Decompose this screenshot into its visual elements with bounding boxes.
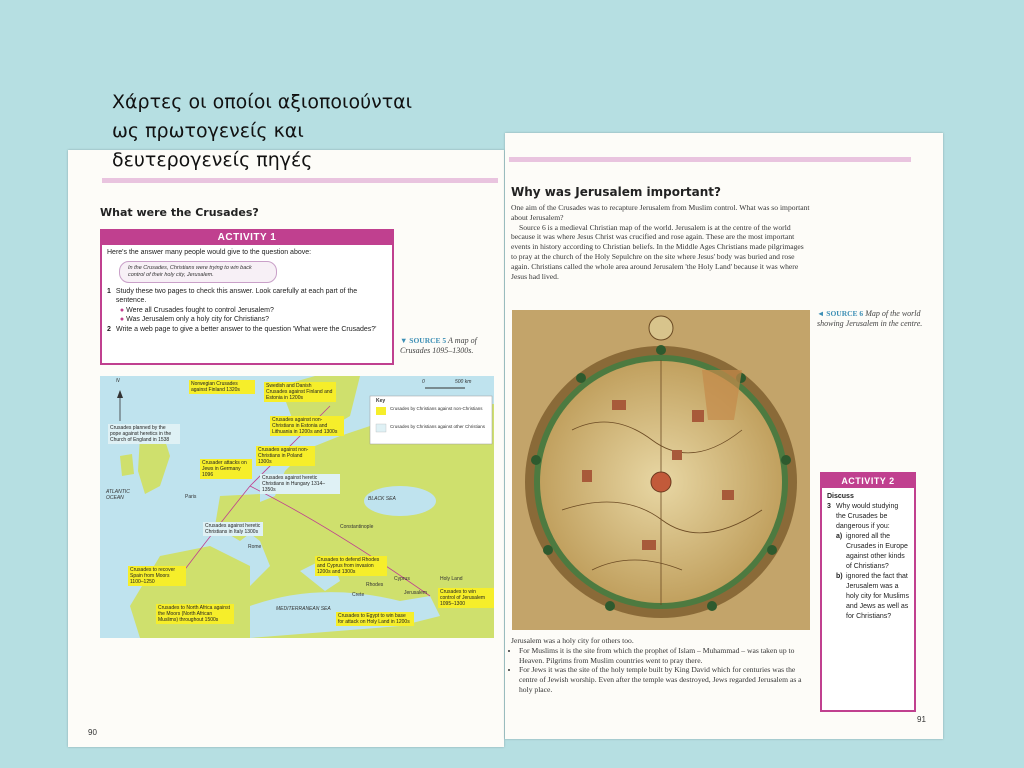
slide-title-line-3: δευτερογενείς πηγές (112, 149, 313, 171)
activity-1-quote: In the Crusades, Christians were trying to win back control of their holy city, Jerusalem. (119, 261, 277, 283)
step-text: Write a web page to give a better answer to the question 'What were the Crusades?' (116, 325, 377, 333)
paris-label: Paris (185, 494, 197, 500)
source-5-caption (400, 336, 482, 356)
textbook-page-right (505, 133, 943, 739)
activity-1-step-1: 1 Study these two pages to check this answer. Look carefully at each part of the sentence. ● Were all Crusades fought to control Jerusalem? ● Was Jerusalem only a holy city for Christians? (107, 287, 387, 325)
key-title: Key (376, 398, 386, 404)
key-item-1: Crusades by Christians against non-Christians (390, 406, 483, 411)
activity-2-title: ACTIVITY 2 (822, 474, 914, 488)
crusades-map (100, 376, 494, 638)
map-label-egypt: Crusades to Egypt to win base for attack on Holy Land in 1200s (336, 612, 414, 626)
map-label-estonia-lithuania: Crusades against non-Christians in Estonia and Lithuania in 1200s and 1300s (270, 416, 344, 436)
source-6-caption (817, 309, 927, 329)
map-label-jerusalem: Crusades to win control of Jerusalem 1095–1300 (438, 588, 494, 608)
source-5-text: A map of Crusades 1095–1300s. (400, 336, 477, 355)
rhodes-label: Rhodes (366, 582, 384, 588)
left-page-heading: What were the Crusades? (100, 206, 259, 219)
right-page-bottom-text (511, 636, 811, 695)
part-b-text: ignored the fact that Jerusalem was a holy city for Muslims and Jews as well as for Christians? (846, 573, 910, 620)
atlantic-ocean-label: ATLANTIC OCEAN (106, 489, 130, 501)
medieval-world-map (512, 310, 810, 630)
bottom-intro: Jerusalem was a holy city for others too. (511, 636, 634, 645)
map-label-rhodes-cyprus: Crusades to defend Rhodes and Cyprus from invasion 1200s and 1300s (315, 556, 387, 576)
step-bullet: Were all Crusades fought to control Jerusalem? (126, 306, 274, 314)
scale-zero: 0 (422, 379, 425, 385)
map-label-swedish-danish: Swedish and Danish Crusades against Finland and Estonia in 1200s (264, 382, 336, 402)
question-number: 3 (827, 503, 831, 510)
map-label-north-africa: Crusades to North Africa against the Moors (North African Muslims) throughout 1500s (156, 604, 234, 624)
map-label-england: Crusades planned by the pope against heretics in the Church of England in 1538 (108, 424, 180, 444)
part-a-text: ignored all the Crusades in Europe against other kinds of Christians? (846, 533, 908, 570)
map-label-germany: Crusader attacks on Jews in Germany 1096 (200, 459, 252, 479)
right-page-intro-block (511, 203, 811, 281)
north-label: N (116, 378, 120, 384)
question-text: Why would studying the Crusades be dangerous if you: (836, 503, 899, 530)
constantinople-label: Constantinople (340, 524, 374, 530)
map-label-hungary: Crusades against heretic Christians in Hungary 1314–1350s (260, 474, 340, 494)
crete-label: Crete (352, 592, 365, 598)
map-label-italy: Crusades against heretic Christians in Italy 1300s (203, 522, 263, 536)
mediterranean-label: MEDITERRANEAN SEA (276, 606, 331, 612)
source-5-tag: ▼ SOURCE 5 (400, 336, 447, 345)
cyprus-label: Cyprus (394, 576, 410, 582)
source-6-tag: ◄ SOURCE 6 (817, 309, 864, 318)
black-sea-label: BLACK SEA (368, 496, 396, 502)
scale-km: 500 km (455, 379, 472, 385)
slide-title (112, 88, 472, 175)
activity-1-title: ACTIVITY 1 (102, 231, 392, 245)
rome-label: Rome (248, 544, 262, 550)
part-a-label: a) (836, 533, 843, 540)
step-text: Study these two pages to check this answer. Look carefully at each part of the sentence. (115, 287, 358, 304)
medieval-world-map-graphic (512, 310, 810, 630)
step-number: 2 (107, 325, 111, 333)
map-label-norwegian: Norwegian Crusades against Finland 1320s (189, 380, 255, 394)
activity-1-box (100, 229, 394, 365)
map-label-spain: Crusades to recover Spain from Moors 1100–1250 (128, 566, 186, 586)
part-b-label: b) (836, 573, 843, 580)
page-number-right: 91 (917, 715, 926, 724)
source-6-text: Map of the world showing Jerusalem in the centre. (817, 309, 923, 328)
pink-rule (509, 157, 911, 162)
activity-2-box (820, 472, 916, 712)
question-part-b (836, 572, 909, 622)
step-number: 1 (107, 287, 111, 295)
key-item-2: Crusades by Christians against other Christians (390, 424, 486, 429)
bottom-bullet-jews: • For Jews it was the site of the holy temple built by King David which for centuries was the centre of Jewish worship. Even after the temple was destroyed, Jews regarded Jerusalem as a holy place. (519, 665, 811, 694)
slide-title-line-2: ως πρωτογενείς και (112, 120, 304, 142)
step-bullet: Was Jerusalem only a holy city for Christians? (126, 316, 270, 323)
activity-2-question (827, 502, 909, 622)
question-part-a (836, 532, 909, 572)
right-page-paragraph: Source 6 is a medieval Christian map of the world. Jerusalem is at the centre of the world because it was where Jesus Christ was crucified and rose again. These are the most important events in history according to Christian beliefs. In the Middle Ages Christians made pilgrimages to pray at the church of the Holy Sepulchre on the site where Jesus' body was buried and rose again. Christians called the whole area around Jerusalem 'the Holy Land' because it was where Jesus had lived. (511, 222, 804, 281)
page-number-left: 90 (88, 728, 97, 737)
slide-title-line-1: Χάρτες οι οποίοι αξιοποιούνται (112, 91, 413, 113)
activity-1-intro: Here's the answer many people would give to the question above: (107, 249, 312, 256)
textbook-page-left (68, 150, 504, 747)
jerusalem-place-label: Jerusalem (404, 590, 428, 596)
activity-1-step-2 (107, 325, 387, 335)
pink-rule (102, 178, 498, 183)
bottom-bullet-muslims: • For Muslims it is the site from which the prophet of Islam – Muhammad – was taken up to Heaven. Pilgrims from Muslim countries went to pray there. (519, 646, 811, 666)
holy-land-label: Holy Land (440, 576, 463, 582)
right-page-heading: Why was Jerusalem important? (511, 185, 721, 199)
map-label-poland: Crusades against non-Christians in Poland 1300s (256, 446, 315, 466)
right-page-intro: One aim of the Crusades was to recapture Jerusalem from Muslim control. What was so important about Jerusalem? (511, 203, 810, 222)
activity-2-discuss: Discuss (827, 493, 854, 500)
